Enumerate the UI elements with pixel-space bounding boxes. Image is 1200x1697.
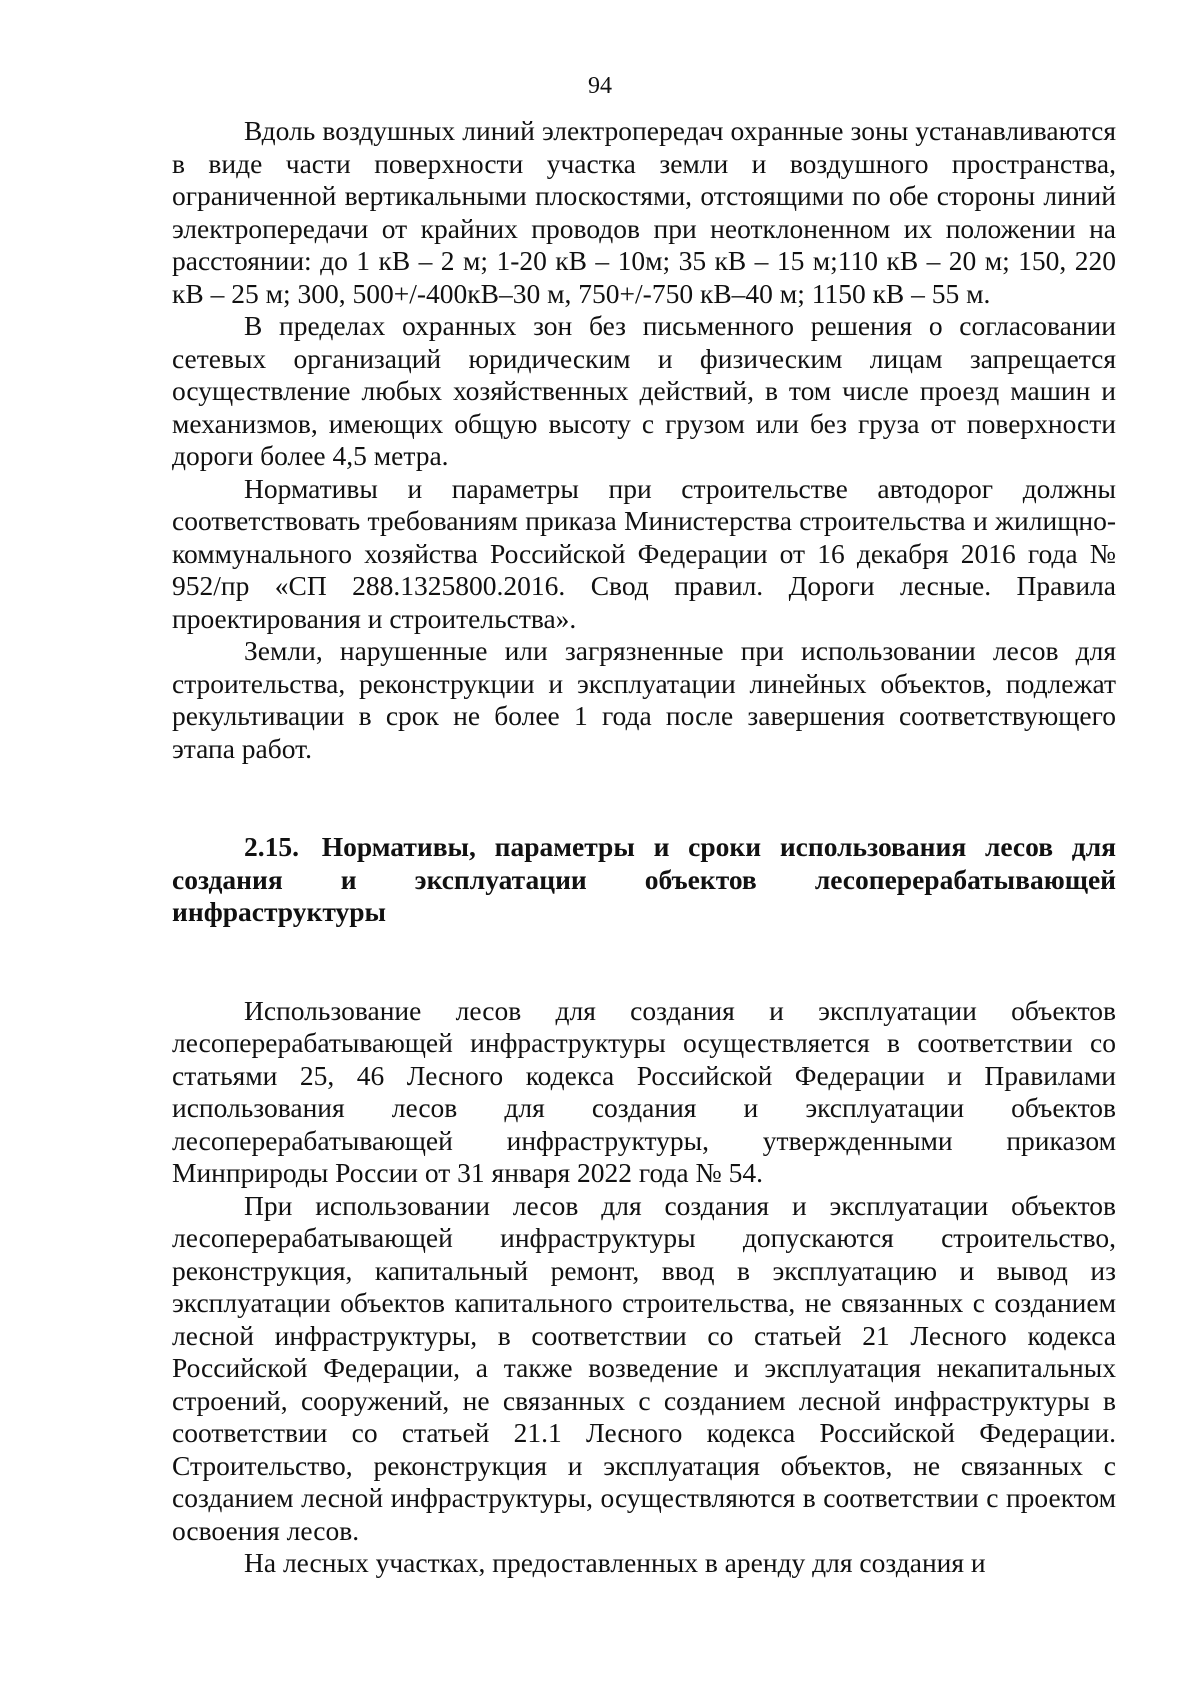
paragraph-road-construction-norms: Нормативы и параметры при строительстве автодорог должны соответствовать требованиям приказа Министерства строительства и жилищно-коммунального хозяйства Российской Федерации от 16 декабря 2016 года № 952/пр «СП 288.1325800.2016. Свод правил. Дороги лесные. Правила проектирования и строительства». bbox=[172, 472, 1116, 634]
paragraph-legal-basis: Использование лесов для создания и эксплуатации объектов лесоперерабатывающей инфраструктуры осуществляется в соответствии со статьями 25, 46 Лесного кодекса Российской Федерации и Правилами использования лесов для создания и эксплуатации объектов лесоперерабатывающей инфраструктуры, утвержденными приказом Минприроды России от 31 января 2022 года № 54. bbox=[172, 994, 1116, 1188]
spacer bbox=[172, 765, 1116, 831]
paragraph-permitted-construction: При использовании лесов для создания и эксплуатации объектов лесоперерабатывающей инфраструктуры допускаются строительство, реконструкция, капитальный ремонт, ввод в эксплуатацию и вывод из эксплуатации объектов капитального строительства, не связанных с созданием лесной инфраструктуры, в соответствии со статьей 21 Лесного кодекса Российской Федерации, а также возведение и эксплуатация некапитальных строений, сооружений, не связанных с созданием лесной инфраструктуры в соответствии со статьей 21.1 Лесного кодекса Российской Федерации. Строительство, реконструкция и эксплуатация объектов, не связанных с созданием лесной инфраструктуры, осуществляются в соответствии с проектом освоения лесов. bbox=[172, 1189, 1116, 1546]
section-number: 2.15. bbox=[244, 831, 299, 862]
spacer bbox=[172, 929, 1116, 995]
paragraph-protection-zone-restrictions: В пределах охранных зон без письменного решения о согласовании сетевых организаций юридическим и физическим лицам запрещается осуществление любых хозяйственных действий, в том числе проезд машин и механизмов, имеющих общую высоту с грузом или без груза от поверхности дороги более 4,5 метра. bbox=[172, 310, 1116, 471]
paragraph-land-recultivation: Земли, нарушенные или загрязненные при использовании лесов для строительства, реконструкции и эксплуатации линейных объектов, подлежат рекультивации в срок не более 1 года после завершения соответствующего этапа работ. bbox=[172, 635, 1116, 764]
paragraph-power-line-protection-zones: Вдоль воздушных линий электропередач охранные зоны устанавливаются в виде части поверхности участка земли и воздушного пространства, ограниченной вертикальными плоскостями, отстоящими по обе стороны линий электропередачи от крайних проводов при неотклоненном их положении на расстоянии: до 1 кВ – 2 м; 1-20 кВ – 10м; 35 кВ – 15 м;110 кВ – 20 м; 150, 220 кВ – 25 м; 300, 500+/-400кВ–30 м, 750+/-750 кВ–40 м; 1150 кВ – 55 м. bbox=[172, 115, 1116, 309]
page-body bbox=[172, 115, 1116, 1580]
section-heading bbox=[172, 831, 1116, 929]
paragraph-leased-plots: На лесных участках, предоставленных в аренду для создания и bbox=[244, 1547, 986, 1578]
page-number: 94 bbox=[588, 73, 612, 99]
section-title: Нормативы, параметры и сроки использования лесов для создания и эксплуатации объектов лесоперерабатывающей инфраструктуры bbox=[172, 831, 1117, 927]
